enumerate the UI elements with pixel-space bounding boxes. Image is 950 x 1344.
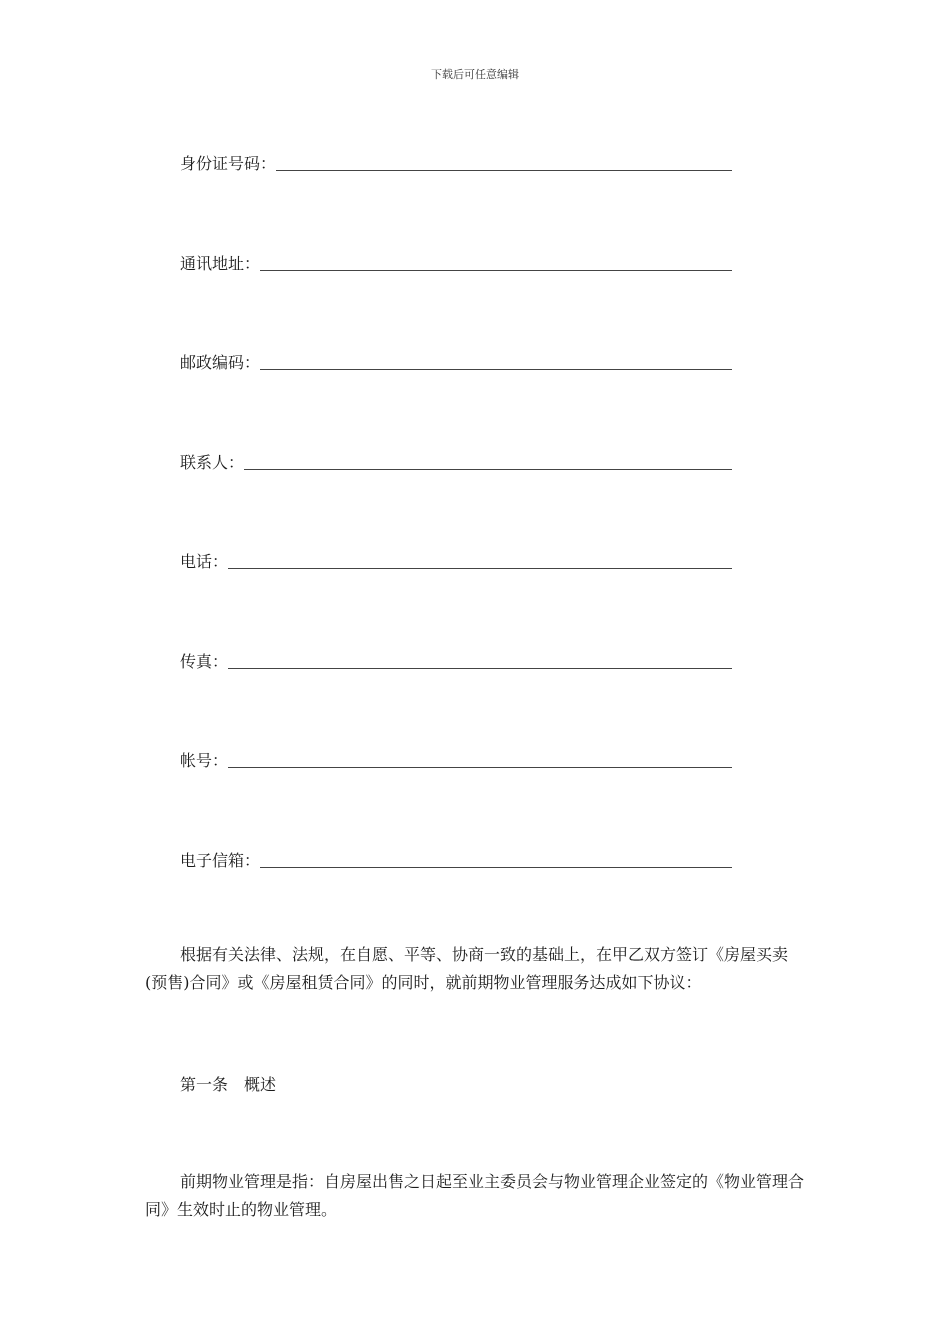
postal-code-field[interactable] bbox=[180, 349, 732, 373]
address-label: 通讯地址： bbox=[180, 254, 261, 273]
id-number-blank[interactable] bbox=[276, 156, 732, 171]
phone-field[interactable] bbox=[180, 548, 732, 572]
fax-blank[interactable] bbox=[228, 654, 732, 669]
id-number-field[interactable] bbox=[180, 150, 732, 174]
intro-paragraph: 根据有关法律、法规，在自愿、平等、协商一致的基础上，在甲乙双方签订《房屋买卖(预售)合同》或《房屋租赁合同》的同时，就前期物业管理服务达成如下协议： bbox=[145, 945, 789, 992]
contact-person-field[interactable] bbox=[180, 449, 732, 473]
fax-field[interactable] bbox=[180, 648, 732, 672]
contact-person-label: 联系人： bbox=[180, 453, 245, 472]
id-number-label: 身份证号码： bbox=[180, 154, 277, 173]
address-field[interactable] bbox=[180, 250, 732, 274]
postal-code-label: 邮政编码： bbox=[180, 353, 261, 372]
account-label: 帐号： bbox=[180, 751, 229, 770]
phone-label: 电话： bbox=[180, 552, 229, 571]
header-note: 下载后可任意编辑 bbox=[431, 68, 519, 81]
email-blank[interactable] bbox=[260, 853, 732, 868]
account-blank[interactable] bbox=[228, 753, 732, 768]
article-title: 第一条 概述 bbox=[180, 1075, 277, 1094]
contact-person-blank[interactable] bbox=[244, 455, 732, 470]
postal-code-blank[interactable] bbox=[260, 355, 732, 370]
account-field[interactable] bbox=[180, 747, 732, 771]
fax-label: 传真： bbox=[180, 652, 229, 671]
email-field[interactable] bbox=[180, 847, 732, 871]
address-blank[interactable] bbox=[260, 256, 732, 271]
phone-blank[interactable] bbox=[228, 554, 732, 569]
article-paragraph: 前期物业管理是指：自房屋出售之日起至业主委员会与物业管理企业签定的《物业管理合同》生效时止的物业管理。 bbox=[145, 1172, 805, 1219]
email-label: 电子信箱： bbox=[180, 851, 261, 870]
